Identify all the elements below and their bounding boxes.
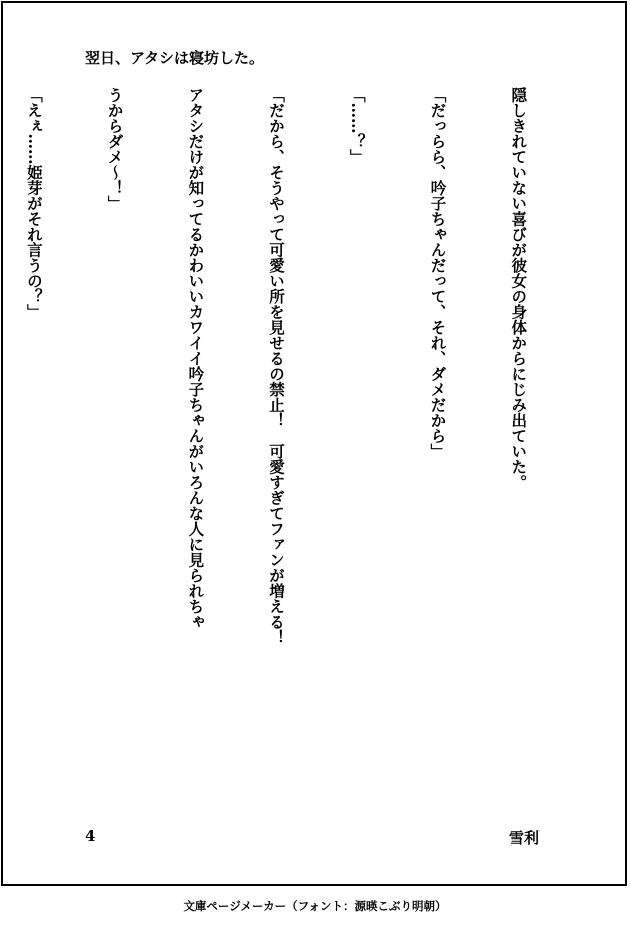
text-line: アタシだけが知ってるかわいいカワイイ吟子ちゃんがいろんな人に見られちゃ <box>186 87 206 630</box>
text-line: うからダメ〜！」 <box>105 87 125 211</box>
text-line: 「だから、そうやって可愛い所を見せるの禁止！ 可愛すぎてファンが増える！ <box>267 87 287 645</box>
text-line: 隠しきれていない喜びが彼女の身体からにじみ出ていた。 <box>509 87 529 490</box>
vertical-body-text <box>0 87 585 857</box>
page-number: 4 <box>85 827 96 845</box>
footer-credit: 文庫ページメーカー（フォント：源暎こぶり明朝） <box>183 899 447 913</box>
previous-line: 翌日、アタシは寝坊した。 <box>85 49 264 67</box>
page-frame <box>1 1 627 886</box>
text-line: 「だっらら、吟子ちゃんだって、それ、ダメだから」 <box>428 87 448 459</box>
text-line: 「……？」 <box>347 87 367 165</box>
author-name: 雪利 <box>508 829 539 847</box>
text-line: 「えぇ……姫芽がそれ言うの？」 <box>24 87 44 320</box>
